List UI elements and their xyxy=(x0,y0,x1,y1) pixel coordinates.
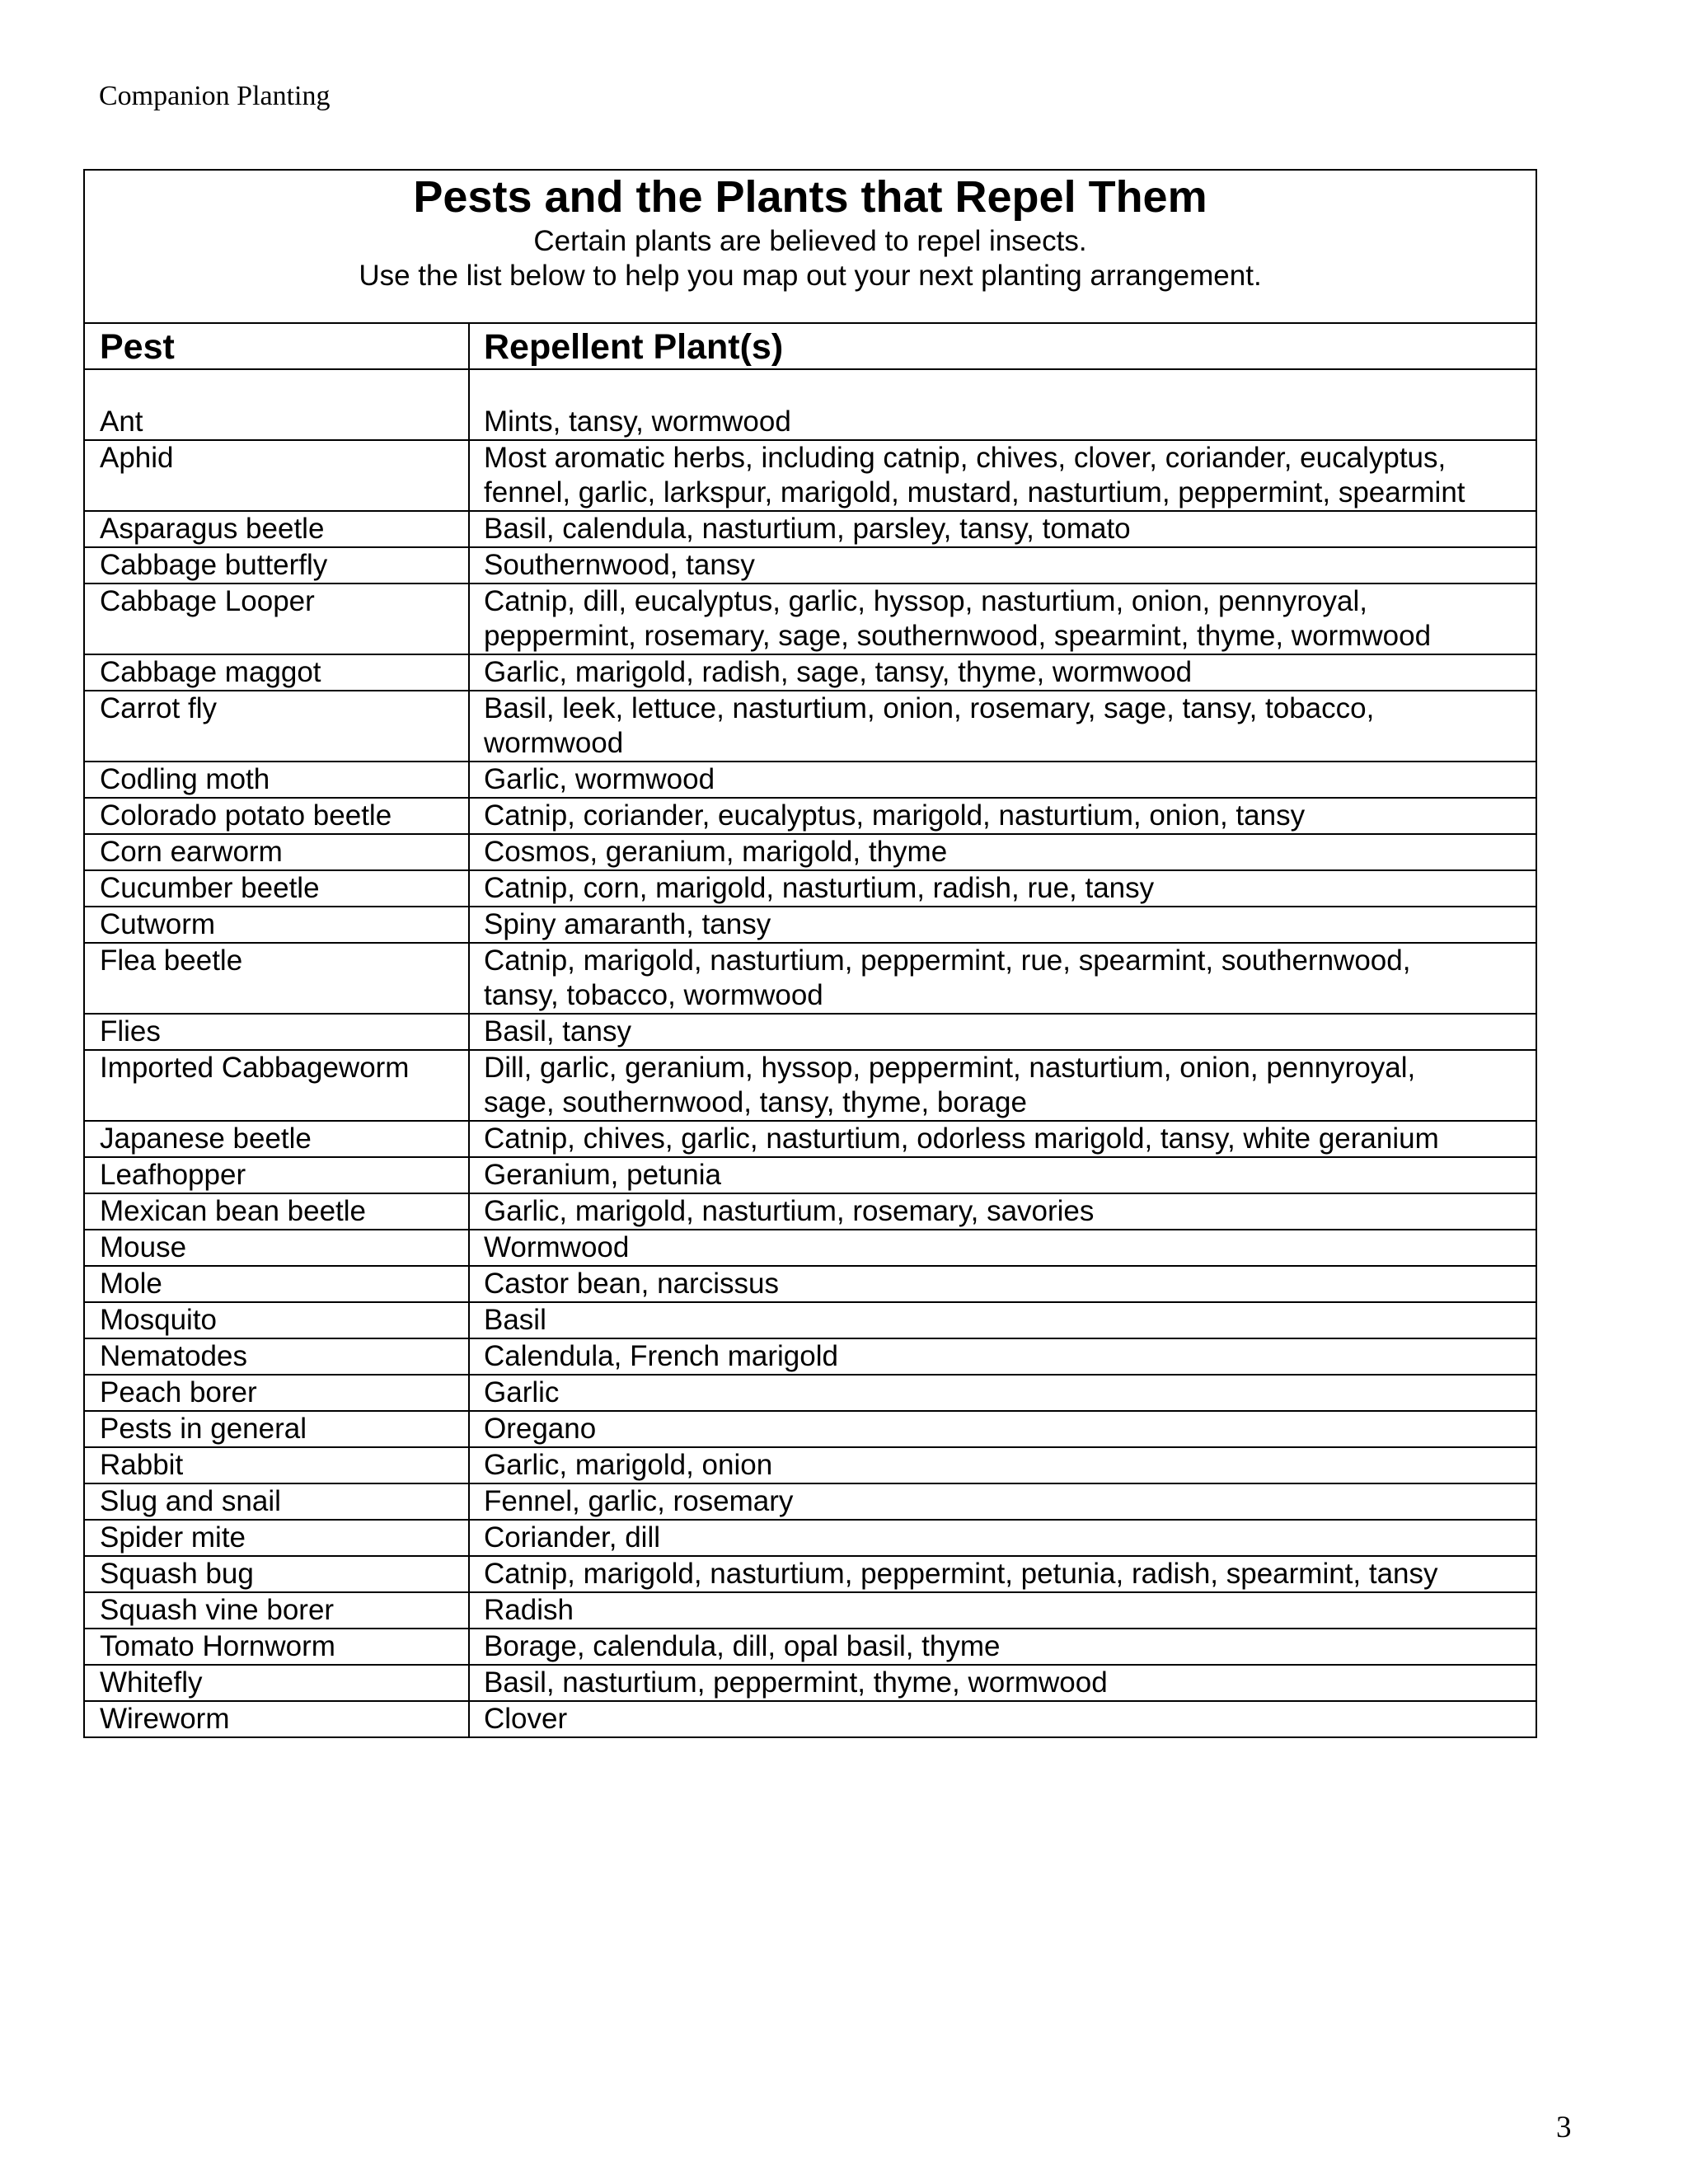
repellent-plants-line: Catnip, marigold, nasturtium, peppermint, rue, spearmint, southernwood, xyxy=(484,944,1411,977)
repellent-plants-cell xyxy=(470,691,1536,761)
pest-cell: Ant xyxy=(85,370,470,439)
table-row xyxy=(85,1593,1536,1629)
table-row xyxy=(85,1484,1536,1521)
repellent-plants-line: Catnip, dill, eucalyptus, garlic, hyssop, nasturtium, onion, pennyroyal, xyxy=(484,585,1367,617)
table-row xyxy=(85,1557,1536,1593)
repellent-plants-line: Basil, calendula, nasturtium, parsley, tansy, tomato xyxy=(484,513,1131,545)
table-row xyxy=(85,548,1536,584)
repellent-plants-cell xyxy=(470,1339,1536,1374)
table-subtitle-line: Certain plants are believed to repel insects. xyxy=(533,225,1087,257)
pest-cell: Cabbage maggot xyxy=(85,655,470,690)
table-row xyxy=(85,944,1536,1015)
pest-cell: Cutworm xyxy=(85,907,470,942)
table-row xyxy=(85,762,1536,799)
repellent-plants-cell xyxy=(470,1593,1536,1628)
repellent-plants-cell xyxy=(470,944,1536,1013)
pest-cell: Pests in general xyxy=(85,1412,470,1446)
pest-cell: Rabbit xyxy=(85,1448,470,1483)
pest-cell: Mouse xyxy=(85,1230,470,1265)
repellent-plants-cell xyxy=(470,907,1536,942)
repellent-plants-line: Fennel, garlic, rosemary xyxy=(484,1485,794,1517)
table-row xyxy=(85,835,1536,871)
repellent-plants-cell xyxy=(470,584,1536,654)
pest-cell: Squash bug xyxy=(85,1557,470,1591)
repellent-plants-line: wormwood xyxy=(484,727,624,759)
pest-cell: Imported Cabbageworm xyxy=(85,1051,470,1120)
repellent-plants-line: peppermint, rosemary, sage, southernwood, spearmint, thyme, wormwood xyxy=(484,620,1432,652)
table-row xyxy=(85,1339,1536,1376)
pest-cell: Flies xyxy=(85,1015,470,1049)
repellent-plants-cell xyxy=(470,1376,1536,1410)
repellent-plants-line: Wormwood xyxy=(484,1231,630,1263)
table-row xyxy=(85,1051,1536,1122)
repellent-plants-line: Garlic xyxy=(484,1376,560,1408)
pest-cell: Squash vine borer xyxy=(85,1593,470,1628)
repellent-plants-cell xyxy=(470,512,1536,546)
table-row xyxy=(85,1412,1536,1448)
pest-cell: Colorado potato beetle xyxy=(85,799,470,833)
pest-cell: Codling moth xyxy=(85,762,470,797)
pest-cell: Mole xyxy=(85,1267,470,1301)
repellent-plants-line: Basil, tansy xyxy=(484,1015,631,1047)
table-row xyxy=(85,370,1536,441)
repellent-plants-line: Mints, tansy, wormwood xyxy=(484,405,791,438)
pest-cell: Cucumber beetle xyxy=(85,871,470,906)
repellent-plants-line: Geranium, petunia xyxy=(484,1159,721,1191)
pest-cell: Japanese beetle xyxy=(85,1122,470,1156)
repellent-plants-line: Catnip, chives, garlic, nasturtium, odorless marigold, tansy, white geranium xyxy=(484,1122,1439,1155)
repellent-plants-cell xyxy=(470,1267,1536,1301)
repellent-plants-line: Catnip, marigold, nasturtium, peppermint, petunia, radish, spearmint, tansy xyxy=(484,1558,1438,1590)
repellent-plants-line: Radish xyxy=(484,1594,574,1626)
repellent-plants-line: fennel, garlic, larkspur, marigold, mustard, nasturtium, peppermint, spearmint xyxy=(484,476,1465,509)
pest-cell: Cabbage butterfly xyxy=(85,548,470,583)
repellent-plants-cell xyxy=(470,1484,1536,1519)
repellent-plants-cell xyxy=(470,370,1536,439)
pest-cell: Whitefly xyxy=(85,1666,470,1700)
table-row xyxy=(85,1230,1536,1267)
table-title-block xyxy=(85,171,1536,324)
repellent-plants-line: Cosmos, geranium, marigold, thyme xyxy=(484,836,948,868)
repellent-plants-cell xyxy=(470,799,1536,833)
repellent-plants-cell xyxy=(470,1122,1536,1156)
pest-cell: Wireworm xyxy=(85,1702,470,1736)
pest-repellent-table xyxy=(83,169,1537,1738)
pest-cell: Tomato Hornworm xyxy=(85,1629,470,1664)
repellent-plants-cell xyxy=(470,871,1536,906)
repellent-plants-line: Basil, leek, lettuce, nasturtium, onion, rosemary, sage, tansy, tobacco, xyxy=(484,692,1375,724)
repellent-plants-cell xyxy=(470,1448,1536,1483)
repellent-plants-line: Borage, calendula, dill, opal basil, thyme xyxy=(484,1630,1001,1662)
table-row xyxy=(85,1015,1536,1051)
repellent-plants-cell xyxy=(470,1230,1536,1265)
repellent-plants-line: Oregano xyxy=(484,1413,597,1445)
repellent-plants-line: Spiny amaranth, tansy xyxy=(484,908,771,940)
table-row xyxy=(85,907,1536,944)
repellent-plants-cell xyxy=(470,655,1536,690)
repellent-plants-line: Castor bean, narcissus xyxy=(484,1268,779,1300)
pest-cell: Peach borer xyxy=(85,1376,470,1410)
pest-cell: Carrot fly xyxy=(85,691,470,761)
repellent-plants-cell xyxy=(470,1194,1536,1229)
repellent-plants-line: Basil xyxy=(484,1304,546,1336)
table-header-row xyxy=(85,324,1536,370)
pest-cell: Nematodes xyxy=(85,1339,470,1374)
repellent-plants-cell xyxy=(470,1702,1536,1736)
repellent-plants-line: Catnip, corn, marigold, nasturtium, radish, rue, tansy xyxy=(484,872,1155,904)
table-row xyxy=(85,1666,1536,1702)
pest-cell: Mosquito xyxy=(85,1303,470,1338)
repellent-plants-line: Coriander, dill xyxy=(484,1521,660,1554)
table-title: Pests and the Plants that Repel Them xyxy=(413,172,1207,222)
repellent-plants-cell xyxy=(470,441,1536,510)
repellent-plants-cell xyxy=(470,1557,1536,1591)
running-header: Companion Planting xyxy=(99,81,331,111)
repellent-plants-cell xyxy=(470,1412,1536,1446)
table-row xyxy=(85,799,1536,835)
table-row xyxy=(85,1194,1536,1230)
repellent-plants-line: Garlic, marigold, onion xyxy=(484,1449,773,1481)
repellent-plants-line: Garlic, wormwood xyxy=(484,763,715,795)
repellent-plants-cell xyxy=(470,1521,1536,1555)
repellent-plants-line: Catnip, coriander, eucalyptus, marigold, nasturtium, onion, tansy xyxy=(484,799,1306,832)
repellent-plants-cell xyxy=(470,1051,1536,1120)
repellent-plants-cell xyxy=(470,1303,1536,1338)
table-row xyxy=(85,1303,1536,1339)
table-row xyxy=(85,1448,1536,1484)
repellent-plants-line: Clover xyxy=(484,1703,568,1735)
table-row xyxy=(85,441,1536,512)
pest-cell: Flea beetle xyxy=(85,944,470,1013)
repellent-plants-line: Basil, nasturtium, peppermint, thyme, wormwood xyxy=(484,1666,1108,1699)
repellent-plants-cell xyxy=(470,548,1536,583)
repellent-plants-line: tansy, tobacco, wormwood xyxy=(484,979,823,1011)
repellent-plants-cell xyxy=(470,1015,1536,1049)
table-row xyxy=(85,1702,1536,1736)
table-row xyxy=(85,655,1536,691)
pest-cell: Cabbage Looper xyxy=(85,584,470,654)
table-row xyxy=(85,1629,1536,1666)
table-subtitle-line: Use the list below to help you map out your next planting arrangement. xyxy=(359,260,1262,292)
pest-cell: Leafhopper xyxy=(85,1158,470,1193)
repellent-plants-cell xyxy=(470,1629,1536,1664)
table-row xyxy=(85,1521,1536,1557)
pest-cell: Corn earworm xyxy=(85,835,470,869)
repellent-plants-line: Southernwood, tansy xyxy=(484,549,755,581)
pest-cell: Slug and snail xyxy=(85,1484,470,1519)
repellent-plants-line: Dill, garlic, geranium, hyssop, peppermint, nasturtium, onion, pennyroyal, xyxy=(484,1052,1416,1084)
table-row xyxy=(85,1158,1536,1194)
table-row xyxy=(85,512,1536,548)
column-header-pest: Pest xyxy=(85,324,470,368)
repellent-plants-line: Garlic, marigold, radish, sage, tansy, thyme, wormwood xyxy=(484,656,1193,688)
pest-cell: Mexican bean beetle xyxy=(85,1194,470,1229)
page-number: 3 xyxy=(1556,2111,1572,2144)
table-row xyxy=(85,691,1536,762)
repellent-plants-line: sage, southernwood, tansy, thyme, borage xyxy=(484,1086,1027,1118)
table-row xyxy=(85,1376,1536,1412)
repellent-plants-line: Garlic, marigold, nasturtium, rosemary, savories xyxy=(484,1195,1095,1227)
repellent-plants-cell xyxy=(470,1158,1536,1193)
table-row xyxy=(85,1122,1536,1158)
column-header-repellent-plants: Repellent Plant(s) xyxy=(484,327,784,367)
repellent-plants-line: Calendula, French marigold xyxy=(484,1340,838,1372)
repellent-plants-cell xyxy=(470,1666,1536,1700)
table-body xyxy=(85,370,1536,1736)
pest-cell: Aphid xyxy=(85,441,470,510)
repellent-plants-line: Most aromatic herbs, including catnip, chives, clover, coriander, eucalyptus, xyxy=(484,442,1447,474)
repellent-plants-cell xyxy=(470,762,1536,797)
repellent-plants-cell xyxy=(470,835,1536,869)
table-row xyxy=(85,871,1536,907)
table-row xyxy=(85,584,1536,655)
pest-cell: Spider mite xyxy=(85,1521,470,1555)
pest-cell: Asparagus beetle xyxy=(85,512,470,546)
table-row xyxy=(85,1267,1536,1303)
